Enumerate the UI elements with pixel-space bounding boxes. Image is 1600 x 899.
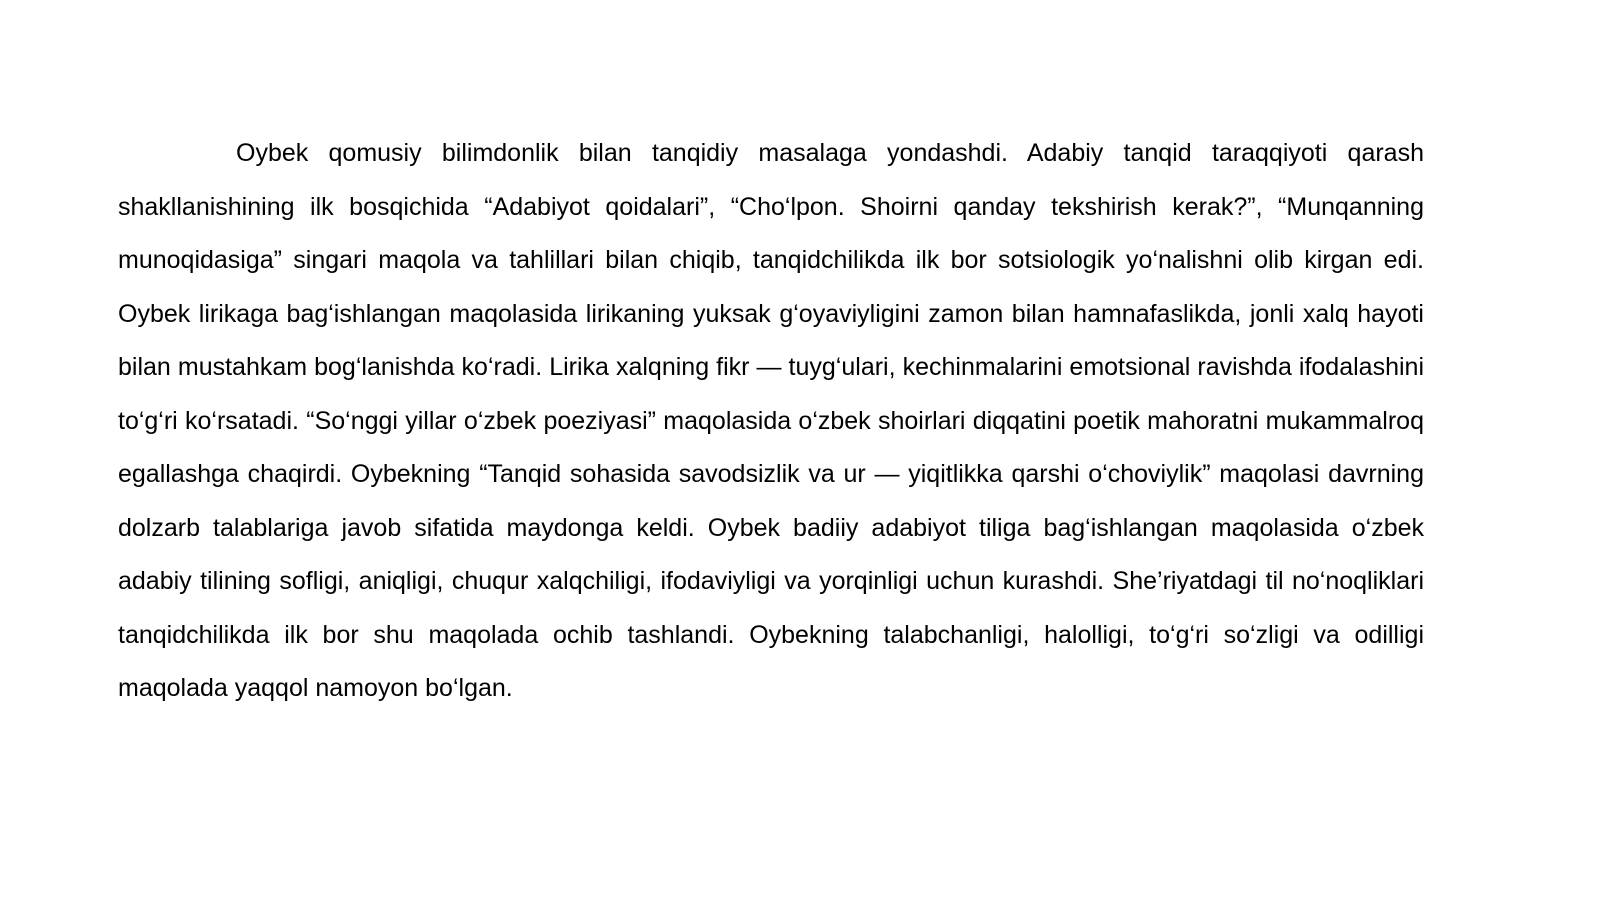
body-paragraph: Oybek qomusiy bilimdonlik bilan tanqidiy masalaga yondashdi. Adabiy tanqid taraqqiyoti qarash shakllanishining ilk bosqichida “Adabiyot qoidalari”, “Cho‘lpon. Shoirni qanday tekshirish kerak?”, “Munqanning munoqidasiga” singari maqola va tahlillari bilan chiqib, tanqidchilikda ilk bor sotsiologik yo‘nalishni olib kirgan edi. Oybek lirikaga bag‘ishlangan maqolasida lirikaning yuksak g‘oyaviyligini zamon bilan hamnafaslikda, jonli xalq hayoti bilan mustahkam bog‘lanishda ko‘radi. Lirika xalqning fikr — tuyg‘ulari, kechinmalarini emotsional ravishda ifodalashini to‘g‘ri ko‘rsatadi. “So‘nggi yillar o‘zbek poeziyasi” maqolasida o‘zbek shoirlari diqqatini poetik mahoratni mukammalroq egallashga chaqirdi. Oybekning “Tanqid sohasida savodsizlik va ur — yiqitlikka qarshi o‘choviylik” maqolasi davrning dolzarb talablariga javob sifatida maydonga keldi. Oybek badiiy adabiyot tiliga bag‘ishlangan maqolasida o‘zbek adabiy tilining sofligi, aniqligi, chuqur xalqchiligi, ifodaviyligi va yorqinligi uchun kurashdi. She’riyatdagi til no‘noqliklari tanqidchilikda ilk bor shu maqolada ochib tashlandi. Oybekning talabchanligi, halolligi, to‘g‘ri so‘zligi va odilligi maqolada yaqqol namoyon bo‘lgan. [118, 139, 1424, 702]
